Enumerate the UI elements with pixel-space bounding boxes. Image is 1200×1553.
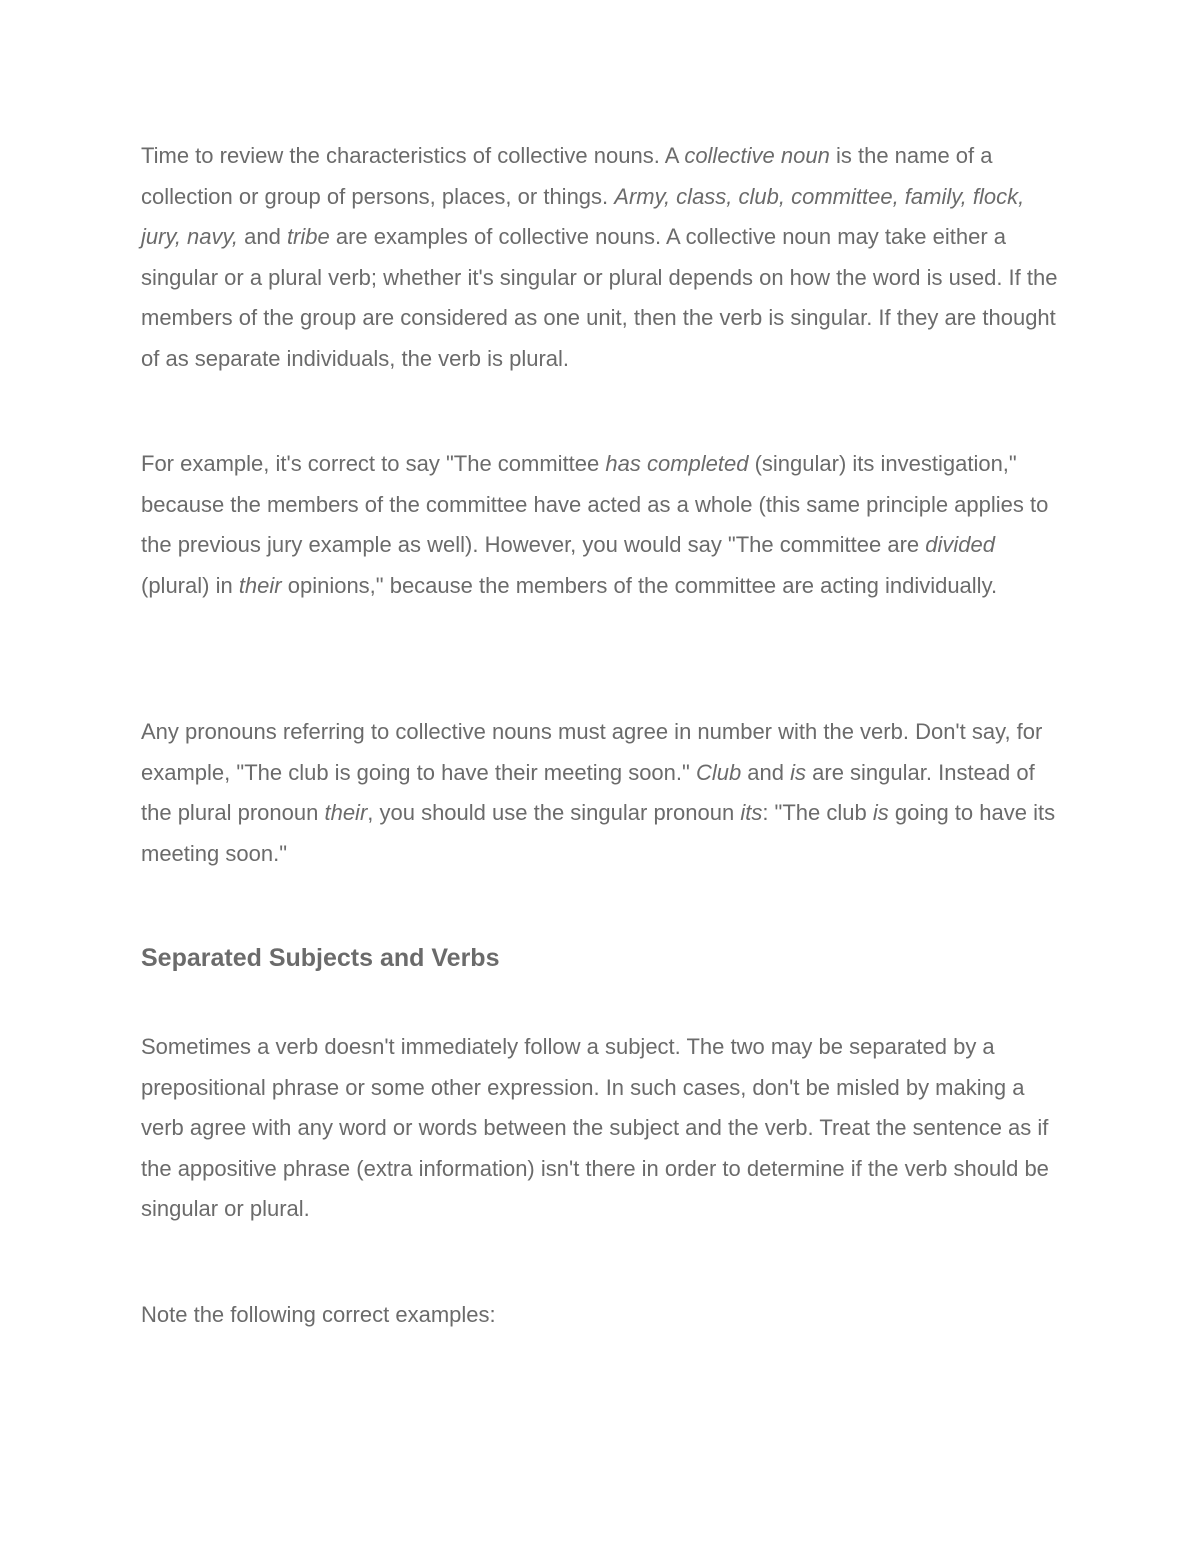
- italic-term: tribe: [286, 224, 330, 250]
- text-run: and: [238, 224, 287, 250]
- text-run: opinions," because the members of the committee are acting individually.: [281, 572, 998, 598]
- text-run: is the name of a collection or group of persons, places, or things.: [141, 143, 993, 209]
- section-heading: Separated Subjects and Verbs: [141, 944, 500, 972]
- text-run: , you should use the singular pronoun: [367, 800, 741, 826]
- paragraph-committee-example: [141, 444, 1066, 606]
- text-run: (singular) its investigation," because the members of the committee have acted as a whole (this same principle applies to the previous jury example as well). However, you would say "The committee are: [141, 451, 1049, 558]
- italic-term: its: [740, 800, 763, 826]
- italic-term: is: [872, 800, 889, 826]
- paragraph-separated-subjects: Sometimes a verb doesn't immediately follow a subject. The two may be separated by a prepositional phrase or some other expression. In such cases, don't be misled by making a verb agree with any word or words between the subject and the verb. Treat the sentence as if the appositive phrase (extra information) isn't there in order to determine if the verb should be singular or plural.: [141, 1034, 1049, 1222]
- paragraph-note-examples: Note the following correct examples:: [141, 1302, 496, 1327]
- italic-term: their: [238, 572, 282, 598]
- paragraph-collective-nouns: [141, 136, 1066, 380]
- italic-term: collective noun: [684, 143, 830, 168]
- text-run: are examples of collective nouns. A collective noun may take either a singular or a plural verb; whether it's singular or plural depends on how the word is used. If the members of the group are considered as one unit, then the verb is singular. If they are thought of as separate individuals, the verb is plural.: [141, 224, 1058, 371]
- text-run: and: [741, 759, 791, 785]
- text-run: are singular. Instead of the plural pronoun: [141, 759, 1035, 826]
- italic-term: Army, class, club, committee, family, flock, jury, navy,: [141, 183, 1025, 250]
- paragraph-pronoun-agreement: [141, 712, 1066, 874]
- text-run: Time to review the characteristics of collective nouns. A: [141, 143, 685, 168]
- text-run: For example, it's correct to say "The committee: [141, 451, 606, 476]
- italic-term: their: [324, 800, 368, 826]
- italic-term: is: [790, 759, 807, 785]
- italic-term: Club: [695, 759, 742, 785]
- text-run: Any pronouns referring to collective nouns must agree in number with the verb. Don't say, for example, "The club is going to have their meeting soon.": [141, 719, 1043, 785]
- text-run: going to have its meeting soon.": [141, 800, 1056, 866]
- text-run: (plural) in: [141, 572, 239, 598]
- italic-term: divided: [925, 532, 995, 558]
- text-run: : "The club: [762, 800, 873, 826]
- italic-term: has completed: [605, 451, 749, 476]
